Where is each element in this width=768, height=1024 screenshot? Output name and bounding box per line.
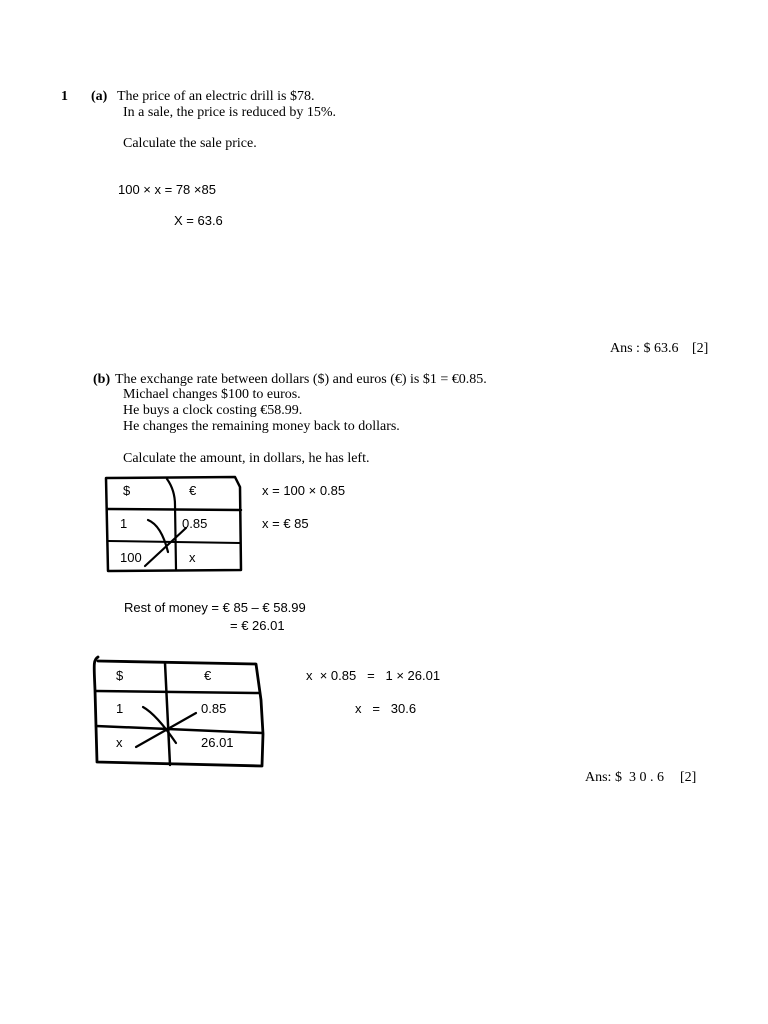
table-1-header-dollar: $ [123,483,131,498]
part-a-line-1: The price of an electric drill is $78. [117,89,315,104]
question-number: 1 [61,89,68,104]
table-1-cell: 100 [120,550,142,565]
table-1-cell: 0.85 [182,516,208,531]
part-a-line-2: In a sale, the price is reduced by 15%. [123,105,337,120]
table-2-cell: 0.85 [201,701,227,716]
rest-of-money-1: Rest of money = € 85 – € 58.99 [124,600,306,615]
rest-of-money-2: = € 26.01 [230,618,285,633]
part-a-working-1: 100 × x = 78 ×85 [118,182,216,197]
equation-4: x = 30.6 [355,701,417,716]
part-b-line-3: He buys a clock costing €58.99. [123,403,303,418]
table-1-cell: 1 [120,516,128,531]
part-b-label: (b) [93,372,111,387]
part-a-answer: Ans : $ 63.6 [610,341,679,356]
part-a-marks: [2] [692,341,709,356]
part-b-instruction: Calculate the amount, in dollars, he has left. [123,451,370,466]
table-1-header-euro: € [189,483,197,498]
table-2-cell: 26.01 [201,735,234,750]
table-2-cell: x [116,735,123,750]
equation-3: x × 0.85 = 1 × 26.01 [306,668,441,683]
part-b-marks: [2] [680,770,697,785]
part-a-working-2: X = 63.6 [174,213,223,228]
part-a-instruction: Calculate the sale price. [123,136,257,151]
part-b-line-1: The exchange rate between dollars ($) and euros (€) is $1 = €0.85. [115,372,487,387]
part-b-answer: Ans: $ 3 0 . 6 [585,770,664,785]
table-2-header-euro: € [204,668,212,683]
part-b-line-2: Michael changes $100 to euros. [123,387,301,402]
table-2-cell: 1 [116,701,124,716]
part-a-label: (a) [91,89,108,104]
part-b-line-4: He changes the remaining money back to dollars. [123,419,400,434]
table-2-header-dollar: $ [116,668,124,683]
equation-1: x = 100 × 0.85 [262,483,346,498]
equation-2: x = € 85 [262,516,309,531]
table-1-cell: x [189,550,196,565]
